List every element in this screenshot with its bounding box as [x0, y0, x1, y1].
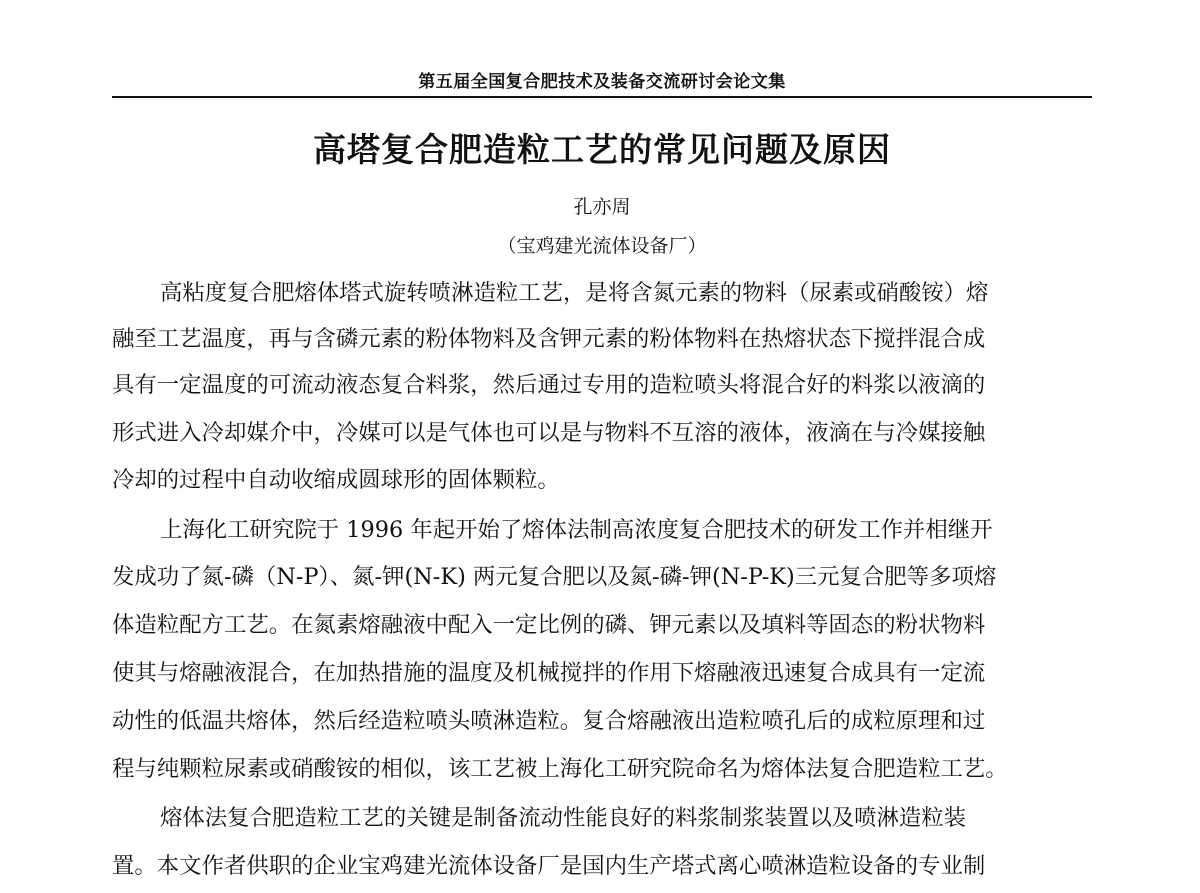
header-rule [112, 96, 1092, 98]
body-line: 融至工艺温度，再与含磷元素的粉体物料及含钾元素的粉体物料在热熔状态下搅拌混合成 [112, 326, 986, 352]
body-line: 使其与熔融液混合，在加热措施的温度及机械搅拌的作用下熔融液迅速复合成具有一定流 [112, 660, 986, 686]
author-affiliation: （宝鸡建光流体设备厂） [497, 235, 707, 257]
body-line: 形式进入冷却媒介中，冷媒可以是气体也可以是与物料不互溶的液体，液滴在与冷媒接触 [112, 420, 986, 446]
body-line: 动性的低温共熔体，然后经造粒喷头喷淋造粒。复合熔融液出造粒喷孔后的成粒原理和过 [112, 708, 986, 734]
body-line: 冷却的过程中自动收缩成圆球形的固体颗粒。 [112, 467, 560, 493]
body-line: 熔体法复合肥造粒工艺的关键是制备流动性能良好的料浆制浆装置以及喷淋造粒装 [160, 805, 967, 831]
body-line: 置。本文作者供职的企业宝鸡建光流体设备厂是国内生产塔式离心喷淋造粒设备的专业制 [112, 853, 986, 879]
body-line: 具有一定温度的可流动液态复合料浆，然后通过专用的造粒喷头将混合好的料浆以液滴的 [112, 372, 986, 398]
body-line: 体造粒配方工艺。在氮素熔融液中配入一定比例的磷、钾元素以及填料等固态的粉状物料 [112, 612, 986, 638]
body-line: 上海化工研究院于 1996 年起开始了熔体法制高浓度复合肥技术的研发工作并相继开 [160, 517, 993, 543]
body-line: 发成功了氮-磷（N-P）、氮-钾(N-K) 两元复合肥以及氮-磷-钾(N-P-K)三元复合肥等多项熔 [112, 564, 997, 590]
running-header: 第五届全国复合肥技术及装备交流研讨会论文集 [418, 72, 786, 92]
body-line: 程与纯颗粒尿素或硝酸铵的相似，该工艺被上海化工研究院命名为熔体法复合肥造粒工艺。 [112, 756, 1008, 782]
author-name: 孔亦周 [573, 196, 631, 218]
body-line: 高粘度复合肥熔体塔式旋转喷淋造粒工艺，是将含氮元素的物料（尿素或硝酸铵）熔 [160, 280, 989, 306]
article-title: 高塔复合肥造粒工艺的常见问题及原因 [313, 130, 891, 169]
